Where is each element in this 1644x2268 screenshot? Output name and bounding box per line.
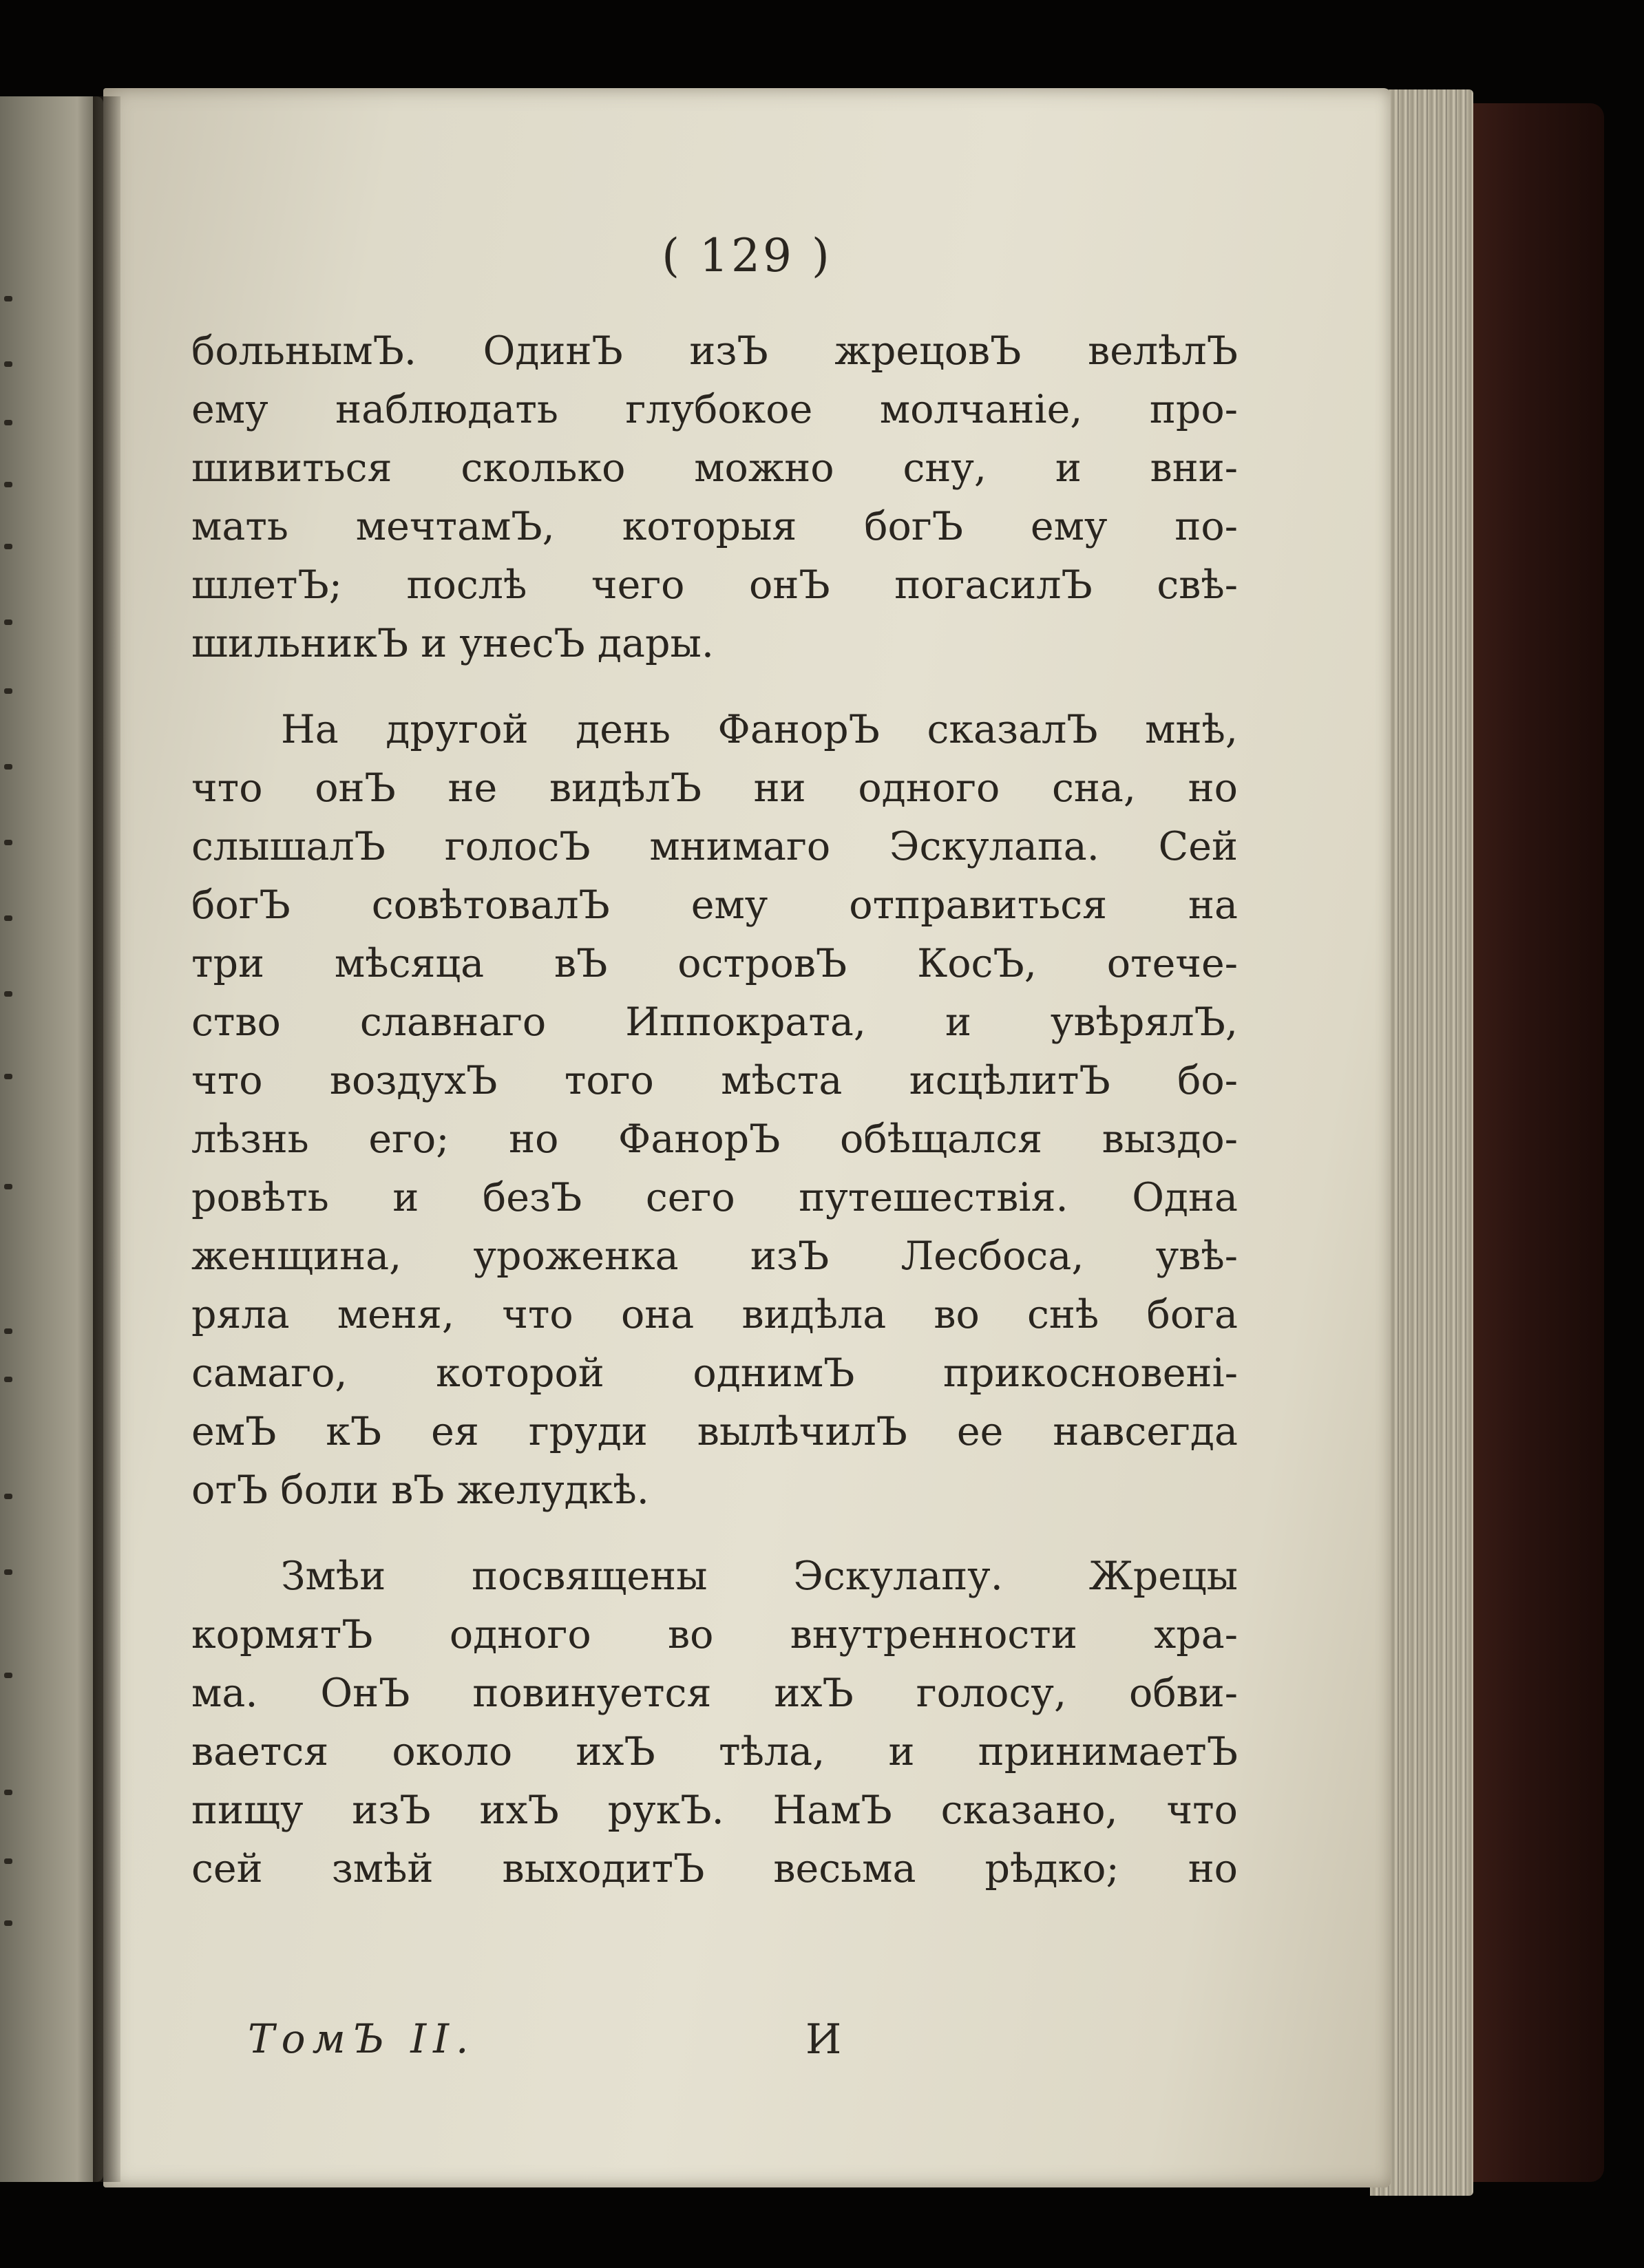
text-line: Змѣи посвящены Эскулапу. Жрецы: [281, 1554, 1238, 1599]
text-line: ство славнаго Иппократа, и увѣрялЪ,: [191, 999, 1238, 1045]
text-line: что воздухЪ того мѣста исцѣлитЪ бо-: [191, 1058, 1238, 1103]
text-line: отЪ боли вЪ желудкѣ.: [191, 1467, 649, 1513]
ink-mark: [4, 1377, 12, 1382]
ink-mark: [4, 1328, 12, 1334]
text-line: пищу изЪ ихЪ рукЪ. НамЪ сказано, что: [191, 1788, 1238, 1833]
paragraph: [191, 701, 1238, 1520]
book-page: [103, 88, 1391, 2187]
ink-mark: [4, 420, 12, 425]
page-body: [191, 322, 1238, 1898]
text-line: вается около ихЪ тѣла, и принимаетЪ: [191, 1729, 1238, 1774]
text-line: шивиться сколько можно сну, и вни-: [191, 445, 1238, 491]
ink-mark: [4, 1673, 12, 1678]
text-line: слышалЪ голосЪ мнимаго Эскулапа. Сей: [191, 824, 1238, 869]
text-line: емЪ кЪ ея груди вылѣчилЪ ее навсегда: [191, 1409, 1238, 1454]
ink-mark: [4, 688, 12, 694]
text-line: ма. ОнЪ повинуется ихЪ голосу, обви-: [191, 1671, 1238, 1716]
ink-mark: [4, 1790, 12, 1795]
ink-mark: [4, 544, 12, 549]
text-line: мать мечтамЪ, которыя богЪ ему по-: [191, 504, 1238, 549]
ink-mark: [4, 915, 12, 921]
text-line: шильникЪ и унесЪ дары.: [191, 621, 714, 666]
text-line: что онЪ не видѣлЪ ни одного сна, но: [191, 765, 1238, 811]
text-line: кормятЪ одного во внутренности хра-: [191, 1612, 1238, 1657]
text-line: самаго, которой однимЪ прикосновені-: [191, 1350, 1238, 1396]
ink-mark: [4, 296, 12, 301]
text-line: сей змѣй выходитЪ весьма рѣдко; но: [191, 1846, 1238, 1891]
ink-mark: [4, 840, 12, 845]
signature-mark: И: [805, 2015, 842, 2064]
text-line: три мѣсяца вЪ островЪ КосЪ, отече-: [191, 941, 1238, 986]
text-line: больнымЪ. ОдинЪ изЪ жрецовЪ велѣлЪ: [191, 328, 1238, 374]
ink-mark: [4, 1074, 12, 1079]
ink-mark: [4, 991, 12, 997]
text-line: ровѣть и безЪ сего путешествія. Одна: [191, 1175, 1238, 1220]
ink-mark: [4, 1858, 12, 1864]
ink-mark: [4, 764, 12, 770]
text-line: лѣзнь его; но ФанорЪ обѣщался выздо-: [191, 1116, 1238, 1162]
ink-mark: [4, 361, 12, 367]
book-cover-edge: [1466, 103, 1604, 2182]
previous-page-edge: [0, 96, 103, 2182]
ink-mark: [4, 619, 12, 625]
text-line: На другой день ФанорЪ сказалЪ мнѣ,: [281, 707, 1238, 752]
ink-mark: [4, 1569, 12, 1575]
paragraph: [191, 322, 1238, 673]
paragraph: [191, 1547, 1238, 1898]
text-line: богЪ совѣтовалЪ ему отправиться на: [191, 882, 1238, 928]
ink-mark: [4, 1920, 12, 1926]
page-footer: [103, 2015, 1391, 2070]
text-line: шлетЪ; послѣ чего онЪ погасилЪ свѣ-: [191, 562, 1238, 608]
volume-signature: ТомЪ II.: [248, 2015, 476, 2062]
text-line: ему наблюдать глубокое молчаніе, про-: [191, 387, 1238, 432]
gutter-shadow: [93, 96, 120, 2182]
ink-mark: [4, 1184, 12, 1189]
ink-mark: [4, 482, 12, 487]
ink-mark: [4, 1494, 12, 1499]
text-line: ряла меня, что она видѣла во снѣ бога: [191, 1292, 1238, 1337]
text-line: женщина, уроженка изЪ Лесбоса, увѣ-: [191, 1233, 1238, 1279]
page-number: ( 129 ): [662, 229, 832, 282]
